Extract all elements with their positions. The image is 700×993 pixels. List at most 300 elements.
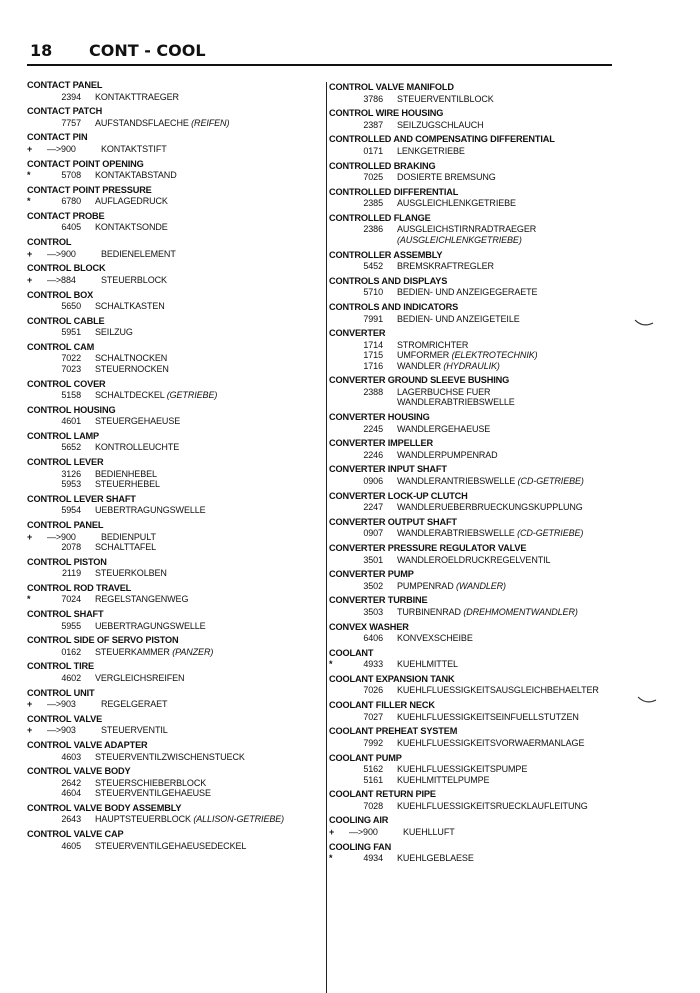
entry-number: 5162 xyxy=(363,764,383,774)
dictionary-entry xyxy=(27,688,317,710)
entry-number: 2119 xyxy=(62,568,81,579)
entry-term: CONTROLLED BRAKING xyxy=(329,160,436,171)
dictionary-entry xyxy=(329,569,629,591)
entry-term: CONTACT PATCH xyxy=(27,106,103,117)
entry-marker: * xyxy=(27,196,31,207)
entry-term: CONTROL SHAFT xyxy=(27,609,104,620)
translation-line xyxy=(329,775,629,786)
entry-number: 4603 xyxy=(61,751,81,762)
entry-term: CONTROL PANEL xyxy=(27,520,104,530)
entry-term: COOLANT PUMP xyxy=(329,752,402,763)
entry-number: 5452 xyxy=(363,261,383,272)
translation-line xyxy=(27,118,317,129)
entry-number: 7026 xyxy=(363,685,383,696)
german-translation: REGELGERAET xyxy=(101,699,168,710)
entry-term: CONVERTER xyxy=(329,328,386,339)
dictionary-entry xyxy=(329,595,629,617)
dictionary-entry xyxy=(329,700,629,722)
german-translation: KUEHLFLUESSIGKEITSEINFUELLSTUTZEN xyxy=(397,711,579,722)
german-translation: SCHALTNOCKEN xyxy=(95,353,168,364)
dictionary-entry xyxy=(329,789,629,811)
dictionary-entry xyxy=(329,622,629,644)
translation-line xyxy=(329,712,629,723)
entry-number: 7757 xyxy=(61,117,81,128)
entry-marker: + xyxy=(27,699,33,710)
entry-number: 6406 xyxy=(363,633,383,644)
usage-note: (CD-GETRIEBE) xyxy=(517,528,584,539)
cross-reference: —>900 xyxy=(47,531,76,542)
entry-term: CONTROL TIRE xyxy=(27,661,94,672)
german-translation: AUSGLEICHLENKGETRIEBE xyxy=(397,198,516,209)
german-translation: KUEHLFLUESSIGKEITSAUSGLEICHBEHAELTER xyxy=(397,685,599,696)
german-translation: WANDLEROELDRUCKREGELVENTIL xyxy=(397,554,551,565)
dictionary-entry xyxy=(27,106,317,128)
german-translation: UEBERTRAGUNGSWELLE xyxy=(95,620,206,631)
translation-line xyxy=(329,424,629,435)
entry-marker: + xyxy=(27,248,33,259)
entry-term: CONTROL WIRE HOUSING xyxy=(329,108,444,119)
entry-number: 1715 xyxy=(363,350,383,361)
translation-line xyxy=(329,528,629,539)
entry-term: CONTROLLED AND COMPENSATING DIFFERENTIAL xyxy=(329,134,555,145)
entry-term: CONTROL VALVE BODY xyxy=(27,766,131,777)
usage-note: (ALLISON-GETRIEBE) xyxy=(193,814,285,825)
translation-line xyxy=(27,390,317,401)
dictionary-entry xyxy=(27,379,317,401)
entry-term: COOLANT EXPANSION TANK xyxy=(329,673,455,684)
cross-reference: —>900 xyxy=(349,826,378,837)
entry-term: CONTROL COVER xyxy=(27,378,106,389)
german-translation: SEILZUG xyxy=(95,327,133,338)
german-translation: UEBERTRAGUNGSWELLE xyxy=(95,505,206,516)
entry-term: CONVEX WASHER xyxy=(329,621,409,632)
entry-number: 4602 xyxy=(61,672,81,683)
german-translation: VERGLEICHSREIFEN xyxy=(95,672,185,683)
entry-number: 0906 xyxy=(363,475,383,486)
translation-line xyxy=(27,469,317,480)
entry-number: 7992 xyxy=(363,737,383,748)
translation-line xyxy=(329,146,629,157)
translation-line xyxy=(27,222,317,233)
entry-term: CONTROL LAMP xyxy=(27,430,100,441)
german-translation: KUEHLLUFT xyxy=(403,826,455,837)
translation-line xyxy=(27,416,317,427)
entry-term: COOLING AIR xyxy=(329,815,389,826)
entry-term: CONTROLLER ASSEMBLY xyxy=(329,249,443,260)
dictionary-entry xyxy=(329,82,629,104)
translation-line xyxy=(329,853,629,864)
german-translation: STEUERKOLBEN xyxy=(95,568,167,579)
translation-line: (AUSGLEICHLENKGETRIEBE) xyxy=(397,234,522,245)
entry-number: 5650 xyxy=(61,301,81,311)
entry-marker: * xyxy=(27,594,31,605)
translation-line xyxy=(27,568,317,579)
entry-term: CONTROLS AND DISPLAYS xyxy=(329,275,448,286)
entry-number: 4934 xyxy=(363,853,383,864)
german-translation: WANDLERPUMPENRAD xyxy=(397,449,498,460)
page-number: 18 xyxy=(30,41,53,60)
entry-number: 5158 xyxy=(61,390,81,401)
german-translation: KONTAKTABSTAND xyxy=(95,170,177,181)
usage-note: (REIFEN) xyxy=(191,117,230,128)
german-translation: KONTAKTTRAEGER xyxy=(95,91,179,102)
entry-marker: * xyxy=(27,170,31,181)
entry-term: CONVERTER LOCK-UP CLUTCH xyxy=(329,490,468,501)
translation-line xyxy=(329,387,629,398)
entry-number: 0162 xyxy=(61,646,81,657)
dictionary-entry xyxy=(329,842,629,864)
dictionary-entry xyxy=(329,250,629,272)
entry-number: 3502 xyxy=(363,580,383,591)
entry-marker: + xyxy=(27,725,33,736)
dictionary-entry xyxy=(329,302,629,324)
entry-number: 5953 xyxy=(61,479,81,490)
german-translation: DOSIERTE BREMSUNG xyxy=(397,172,496,183)
translation-line xyxy=(27,92,317,103)
translation-line xyxy=(329,801,629,812)
entry-term: CONTROL VALVE MANIFOLD xyxy=(329,82,454,92)
dictionary-entry xyxy=(27,609,317,631)
entry-term: CONTACT POINT OPENING xyxy=(27,158,144,169)
right-column xyxy=(326,82,629,993)
german-translation: SCHALTTAFEL xyxy=(95,542,157,552)
dictionary-entry xyxy=(27,185,317,207)
entry-term: CONVERTER IMPELLER xyxy=(329,438,433,449)
entry-number: 1716 xyxy=(363,360,383,371)
entry-term: COOLANT PREHEAT SYSTEM xyxy=(329,726,458,737)
usage-note: (WANDLER) xyxy=(456,580,506,591)
german-translation: KUEHLMITTEL xyxy=(397,659,458,670)
entry-term: COOLANT RETURN PIPE xyxy=(329,789,436,800)
translation-line: WANDLERABTRIEBSWELLE xyxy=(397,397,515,408)
entry-term: CONTROLLED DIFFERENTIAL xyxy=(329,186,459,197)
dictionary-entry xyxy=(27,803,317,825)
german-translation: KUEHLFLUESSIGKEITSRUECKLAUFLEITUNG xyxy=(397,800,588,811)
german-translation: HAUPTSTEUERBLOCK xyxy=(95,814,191,825)
entry-number: 4605 xyxy=(61,840,81,851)
entry-term: CONVERTER PUMP xyxy=(329,569,414,580)
translation-line xyxy=(27,249,317,260)
german-translation: BEDIENPULT xyxy=(101,531,156,542)
german-translation: KONTAKTSONDE xyxy=(95,222,168,233)
translation-line xyxy=(329,450,629,461)
entry-term: CONTACT PIN xyxy=(27,132,88,143)
german-translation: STEUERBLOCK xyxy=(101,274,167,285)
entry-term: CONTROL PISTON xyxy=(27,556,107,567)
translation-line xyxy=(329,261,629,272)
dictionary-entry xyxy=(329,438,629,460)
translation-line xyxy=(329,738,629,749)
entry-number: 5652 xyxy=(61,442,81,453)
entry-number: 7022 xyxy=(61,353,81,364)
translation-line xyxy=(329,633,629,644)
entry-number: 2247 xyxy=(363,502,383,513)
german-translation: STEUERVENTILZWISCHENSTUECK xyxy=(95,751,245,762)
translation-line xyxy=(329,340,629,351)
german-translation: LAGERBUCHSE FUER xyxy=(397,386,491,397)
german-translation: SEILZUGSCHLAUCH xyxy=(397,119,484,130)
entry-number: 0907 xyxy=(363,528,383,539)
entry-marker: + xyxy=(329,826,335,837)
dictionary-entry xyxy=(329,464,629,486)
translation-line xyxy=(27,673,317,684)
translation-line xyxy=(329,659,629,670)
entry-number: 7991 xyxy=(363,313,383,324)
german-translation: BEDIENHEBEL xyxy=(95,468,157,479)
entry-number: 4604 xyxy=(61,788,81,799)
entry-term: CONTROL UNIT xyxy=(27,687,95,698)
entry-term: CONTROL LEVER SHAFT xyxy=(27,493,136,504)
german-translation: AUFSTANDSFLAECHE xyxy=(95,117,189,128)
translation-line xyxy=(27,170,317,181)
entry-term: CONTROLS AND INDICATORS xyxy=(329,302,459,312)
translation-line xyxy=(27,301,317,312)
german-translation: BEDIEN- UND ANZEIGEGERAETE xyxy=(397,287,538,298)
entry-term: COOLANT xyxy=(329,647,374,658)
dictionary-entry xyxy=(329,753,629,786)
left-column xyxy=(27,80,317,993)
entry-term: CONTROL SIDE OF SERVO PISTON xyxy=(27,635,179,646)
dictionary-entry xyxy=(27,557,317,579)
entry-marker: * xyxy=(329,853,333,864)
translation-line xyxy=(329,764,629,775)
german-translation: WANDLERGEHAEUSE xyxy=(397,423,491,434)
translation-line xyxy=(329,120,629,131)
german-translation: STEUERGEHAEUSE xyxy=(95,416,181,427)
german-translation: KONVEXSCHEIBE xyxy=(397,633,473,644)
cross-reference: —>900 xyxy=(47,248,76,259)
dictionary-entry xyxy=(27,635,317,657)
translation-line xyxy=(27,699,317,710)
entry-term: CONTROL BLOCK xyxy=(27,263,106,274)
entry-number: 2385 xyxy=(363,198,383,209)
entry-number: 2388 xyxy=(363,386,383,397)
german-translation: KUEHLGEBLAESE xyxy=(397,853,474,864)
entry-term: CONTACT PANEL xyxy=(27,80,103,90)
translation-line xyxy=(329,827,629,838)
dictionary-entry xyxy=(27,405,317,427)
dictionary-entry xyxy=(27,263,317,285)
translation-line xyxy=(27,364,317,375)
entry-number: 3126 xyxy=(61,468,81,479)
translation-line xyxy=(329,581,629,592)
cross-reference: —>900 xyxy=(47,143,76,154)
german-translation: BEDIEN- UND ANZEIGETEILE xyxy=(397,313,520,324)
dictionary-entry xyxy=(329,543,629,565)
translation-line xyxy=(27,505,317,516)
dictionary-entry xyxy=(329,213,629,246)
translation-line xyxy=(27,479,317,490)
dictionary-entry xyxy=(27,740,317,762)
dictionary-entry xyxy=(27,583,317,605)
entry-number: 5710 xyxy=(363,287,383,298)
translation-line xyxy=(27,532,317,543)
translation-line xyxy=(27,196,317,207)
dictionary-entry xyxy=(27,80,317,102)
entry-term: COOLING FAN xyxy=(329,841,392,852)
translation-line xyxy=(329,172,629,183)
usage-note: (DREHMOMENTWANDLER) xyxy=(463,606,578,617)
translation-line xyxy=(329,361,629,372)
entry-number: 5708 xyxy=(61,170,81,181)
entry-term: CONTROL CAM xyxy=(27,341,95,352)
dictionary-entry xyxy=(27,714,317,736)
translation-line xyxy=(27,144,317,155)
german-translation: BEDIENELEMENT xyxy=(101,248,176,259)
translation-line xyxy=(27,327,317,338)
entry-number: 6780 xyxy=(61,196,81,207)
usage-note: (GETRIEBE) xyxy=(166,390,218,401)
entry-term: CONTROLLED FLANGE xyxy=(329,212,431,223)
german-translation: SCHALTDECKEL xyxy=(95,390,165,401)
german-translation: KONTROLLEUCHTE xyxy=(95,442,180,453)
entry-marker: + xyxy=(27,274,33,285)
entry-term: CONVERTER HOUSING xyxy=(329,412,430,423)
entry-marker: * xyxy=(329,659,333,670)
entry-term: CONTROL VALVE BODY ASSEMBLY xyxy=(27,802,182,813)
translation-line xyxy=(329,350,629,361)
translation-line xyxy=(329,198,629,209)
dictionary-entry xyxy=(329,134,629,156)
entry-number: 2386 xyxy=(363,224,383,235)
entry-term: CONVERTER INPUT SHAFT xyxy=(329,464,447,475)
dictionary-entry xyxy=(27,457,317,490)
german-translation: STEUERVENTIL xyxy=(101,725,168,736)
dictionary-entry xyxy=(27,132,317,154)
translation-line xyxy=(329,555,629,566)
dictionary-entry xyxy=(329,491,629,513)
entry-term: CONTROL LEVER xyxy=(27,457,104,468)
margin-mark-icon xyxy=(637,695,657,705)
dictionary-entry xyxy=(27,494,317,516)
translation-line xyxy=(329,224,629,235)
entry-number: 0171 xyxy=(363,145,383,156)
german-translation: AUFLAGEDRUCK xyxy=(95,196,168,207)
entry-number: 7027 xyxy=(363,711,383,722)
dictionary-entry xyxy=(329,648,629,670)
entry-term: CONTROL ROD TRAVEL xyxy=(27,582,132,593)
entry-marker: + xyxy=(27,531,33,542)
dictionary-entry xyxy=(27,766,317,799)
entry-term: CONVERTER PRESSURE REGULATOR VALVE xyxy=(329,543,527,553)
dictionary-entry xyxy=(27,829,317,851)
cross-reference: —>884 xyxy=(47,274,76,285)
translation-line xyxy=(27,725,317,736)
german-translation: WANDLERUEBERBRUECKUNGSKUPPLUNG xyxy=(397,502,583,513)
entry-term: COOLANT FILLER NECK xyxy=(329,700,435,711)
translation-line xyxy=(329,94,629,105)
german-translation: WANDLERABTRIEBSWELLE xyxy=(397,528,515,539)
entry-number: 5955 xyxy=(61,620,81,631)
entry-number: 2642 xyxy=(61,777,81,788)
entry-marker: + xyxy=(27,143,33,154)
german-translation: WANDLERANTRIEBSWELLE xyxy=(397,475,516,486)
entry-number: 2394 xyxy=(61,91,81,102)
usage-note: (PANZER) xyxy=(172,646,214,657)
german-translation: STEUERKAMMER xyxy=(95,646,170,657)
dictionary-entry xyxy=(329,187,629,209)
german-translation: STROMRICHTER xyxy=(397,339,469,350)
entry-number: 3501 xyxy=(363,554,383,565)
entry-number: 1714 xyxy=(363,339,383,350)
translation-line xyxy=(27,621,317,632)
translation-line xyxy=(27,788,317,799)
entry-term: CONTROL VALVE ADAPTER xyxy=(27,740,148,750)
dictionary-entry xyxy=(329,108,629,130)
translation-line xyxy=(329,607,629,618)
dictionary-entry xyxy=(27,342,317,375)
usage-note: (HYDRAULIK) xyxy=(443,360,500,371)
translation-line xyxy=(329,476,629,487)
translation-line xyxy=(27,353,317,364)
entry-number: 5954 xyxy=(61,505,81,516)
translation-line xyxy=(27,442,317,453)
german-translation: STEUERVENTILGEHAEUSE xyxy=(95,788,211,799)
dictionary-entry xyxy=(27,316,317,338)
dictionary-entry xyxy=(329,276,629,298)
german-translation: KUEHLFLUESSIGKEITSPUMPE xyxy=(397,764,528,774)
entry-number: 3503 xyxy=(363,606,383,617)
dictionary-entry xyxy=(329,328,629,371)
german-translation: REGELSTANGENWEG xyxy=(95,594,189,605)
entry-term: CONTROL HOUSING xyxy=(27,404,116,415)
dictionary-entry xyxy=(329,674,629,696)
translation-line xyxy=(329,287,629,298)
dictionary-entry xyxy=(329,726,629,748)
german-translation: STEUERHEBEL xyxy=(95,479,160,490)
translation-line xyxy=(27,752,317,763)
entry-term: CONTACT POINT PRESSURE xyxy=(27,184,152,195)
usage-note: (ELEKTROTECHNIK) xyxy=(451,350,538,361)
german-translation: BREMSKRAFTREGLER xyxy=(397,261,494,272)
dictionary-entry xyxy=(27,520,317,553)
cross-reference: —>903 xyxy=(47,725,76,736)
dictionary-entry xyxy=(27,431,317,453)
dictionary-entry xyxy=(27,661,317,683)
german-translation: SCHALTKASTEN xyxy=(95,301,165,311)
german-translation: LENKGETRIEBE xyxy=(397,145,465,156)
entry-term: CONVERTER GROUND SLEEVE BUSHING xyxy=(329,375,510,386)
entry-number: 7023 xyxy=(61,363,81,374)
translation-line xyxy=(27,647,317,658)
german-translation: KUEHLFLUESSIGKEITSVORWAERMANLAGE xyxy=(397,737,585,748)
page-header xyxy=(27,40,612,66)
german-translation: KUEHLMITTELPUMPE xyxy=(397,774,490,785)
translation-line xyxy=(27,814,317,825)
dictionary-entry xyxy=(329,161,629,183)
entry-number: 4601 xyxy=(61,416,81,427)
german-translation: STEUERVENTILBLOCK xyxy=(397,93,494,104)
entry-number: 2643 xyxy=(61,814,81,825)
german-translation: STEUERVENTILGEHAEUSEDECKEL xyxy=(95,840,247,851)
german-translation: STEUERSCHIEBERBLOCK xyxy=(95,777,207,788)
entry-number: 7028 xyxy=(363,800,383,811)
entry-term: CONVERTER TURBINE xyxy=(329,595,428,606)
entry-number: 2246 xyxy=(363,449,383,460)
entry-term: CONTROL CABLE xyxy=(27,315,105,326)
entry-term: CONTROL VALVE xyxy=(27,713,103,724)
dictionary-entry xyxy=(329,412,629,434)
entry-number: 4933 xyxy=(363,659,383,670)
dictionary-entry xyxy=(27,237,317,259)
usage-note: (CD-GETRIEBE) xyxy=(517,475,584,486)
entry-number: 5161 xyxy=(363,774,383,785)
entry-term: CONTROL VALVE CAP xyxy=(27,829,124,840)
german-translation: PUMPENRAD xyxy=(397,580,454,591)
entry-number: 5951 xyxy=(61,327,81,338)
dictionary-entry xyxy=(27,211,317,233)
german-translation: WANDLER xyxy=(397,360,441,371)
